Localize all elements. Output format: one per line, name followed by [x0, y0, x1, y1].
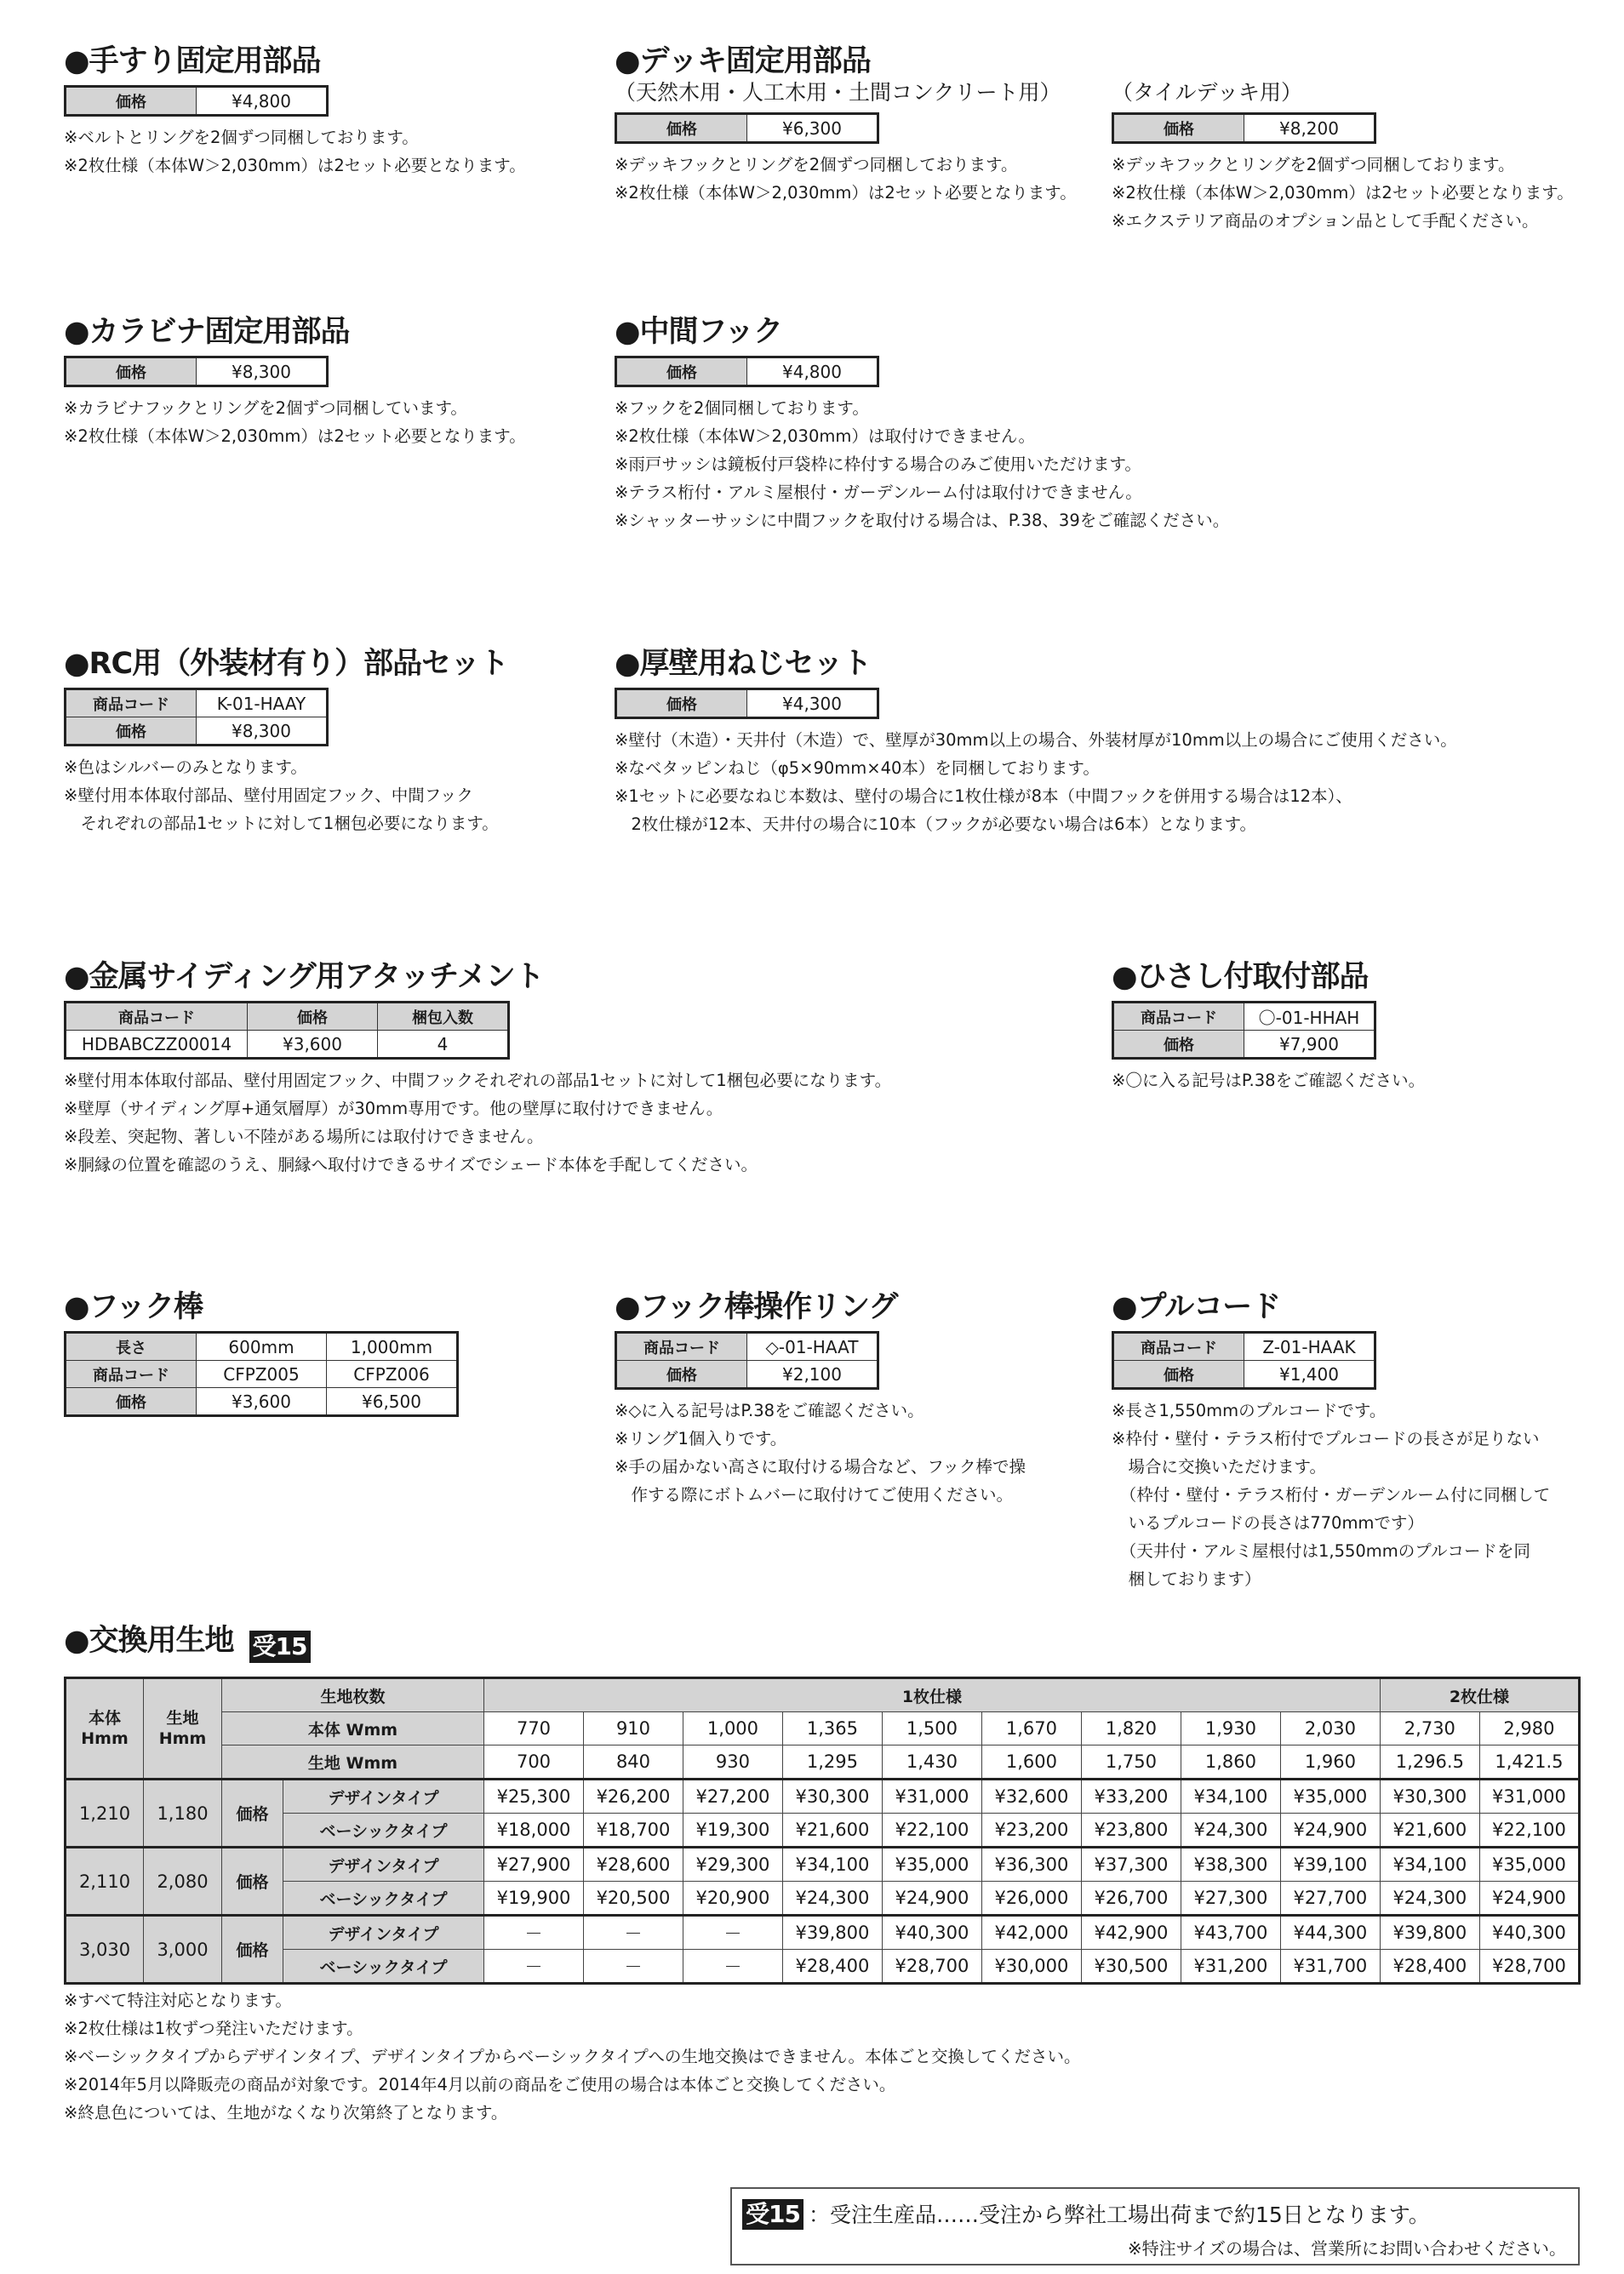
- price-cell: ¥26,700: [1081, 1882, 1181, 1916]
- note-line: ※フックを2個同梱しております。: [615, 398, 869, 418]
- price-cell: ¥31,200: [1181, 1950, 1280, 1984]
- price-label: 価格: [66, 717, 197, 746]
- price-cell: ¥29,300: [683, 1848, 782, 1882]
- note-line: ※長さ1,550mmのプルコードです。: [1112, 1401, 1387, 1420]
- length-value: 600mm: [197, 1333, 327, 1361]
- header-code: 商品コード: [66, 1003, 248, 1031]
- notes: [64, 123, 526, 180]
- section-title: ●厚壁用ねじセット: [615, 647, 872, 681]
- hook-ring-section: [615, 1288, 1026, 1509]
- note-line: ※段差、突起物、著しい不陸がある場所には取付けできません。: [64, 1127, 544, 1146]
- header-price: 価格: [248, 1003, 378, 1031]
- table-row: [66, 1780, 1580, 1814]
- price-cell: ¥22,100: [882, 1814, 981, 1848]
- price-cell: ¥27,900: [484, 1848, 584, 1882]
- price-table: [615, 112, 879, 144]
- notes: [64, 753, 508, 837]
- price-cell: ¥18,000: [484, 1814, 584, 1848]
- price-cell: ¥44,300: [1280, 1916, 1380, 1950]
- note-line: ※エクステリア商品のオプション品として手配ください。: [1112, 211, 1539, 231]
- thick-wall-section: [615, 645, 1457, 838]
- design-type-label: デザインタイプ: [283, 1848, 484, 1882]
- section-subtitle: （天然木用・人工木用・土間コンクリート用）: [615, 80, 1061, 105]
- note-line: ※2014年5月以降販売の商品が対象です。2014年4月以前の商品をご使用の場合は本体ごと交換してください。: [64, 2075, 896, 2094]
- price-table: [1112, 112, 1376, 144]
- note-line: ※壁付用本体取付部品、壁付用固定フック、中間フックそれぞれの部品1セットに対して1梱包必要になります。: [64, 1071, 892, 1090]
- note-line: ※雨戸サッシは鏡板付戸袋枠に枠付する場合のみご使用いただけます。: [615, 454, 1141, 474]
- price-value: ¥4,800: [197, 87, 328, 116]
- notes: [64, 1066, 891, 1179]
- note-line: ※テラス桁付・アルミ屋根付・ガーデンルーム付は取付けできません。: [615, 483, 1142, 502]
- price-table: [615, 688, 879, 719]
- note-line: （天井付・アルミ屋根付は1,550mmのプルコードを同: [1112, 1541, 1531, 1561]
- price-cell: ¥42,900: [1081, 1916, 1181, 1950]
- double-label: 2枚仕様: [1380, 1678, 1579, 1712]
- table-row: [66, 1848, 1580, 1882]
- note-line: ※デッキフックとリングを2個ずつ同梱しております。: [1112, 155, 1515, 174]
- carabiner-section: [64, 313, 526, 450]
- notes: [615, 151, 1077, 207]
- quantity-value: 4: [378, 1031, 509, 1059]
- price-cell: ¥24,900: [1479, 1882, 1579, 1916]
- notes: [1112, 151, 1574, 235]
- price-label: 価格: [66, 357, 197, 386]
- price-table: [64, 85, 329, 117]
- price-cell: －: [584, 1950, 683, 1984]
- note-line: ※ベルトとリングを2個ずつ同梱しております。: [64, 128, 419, 147]
- price-cell: ¥27,200: [683, 1780, 782, 1814]
- note-line: ※2枚仕様は1枚ずつ発注いただけます。: [64, 2019, 363, 2038]
- spec-table: [64, 1001, 510, 1060]
- body-w-cell: 2,980: [1479, 1712, 1579, 1745]
- price-cell: ¥36,300: [981, 1848, 1081, 1882]
- note-line: ※色はシルバーのみとなります。: [64, 757, 307, 777]
- price-cell: ¥27,700: [1280, 1882, 1380, 1916]
- body-w-cell: 1,930: [1181, 1712, 1280, 1745]
- price-value: ¥8,300: [197, 357, 328, 386]
- price-cell: ¥28,700: [1479, 1950, 1579, 1984]
- note-line: ※ベーシックタイプからデザインタイプ、デザインタイプからベーシックタイプへの生地交換はできません。本体ごと交換してください。: [64, 2047, 1081, 2066]
- note-line: ※壁付用本体取付部品、壁付用固定フック、中間フック: [64, 786, 473, 805]
- table-row: [66, 1814, 1580, 1848]
- price-cell: ¥34,100: [782, 1848, 882, 1882]
- price-cell: ¥24,300: [782, 1882, 882, 1916]
- price-cell: ¥24,300: [1380, 1882, 1479, 1916]
- spec-table: [1112, 1331, 1376, 1390]
- fabric-w-cell: 1,600: [981, 1745, 1081, 1780]
- price-cell: ¥35,000: [1479, 1848, 1579, 1882]
- price-cell: ¥28,600: [584, 1848, 683, 1882]
- spec-table: [64, 688, 329, 746]
- fabric-section-header: [64, 1622, 311, 1663]
- price-cell: ¥35,000: [1280, 1780, 1380, 1814]
- price-cell: ¥30,300: [782, 1780, 882, 1814]
- price-value: ¥8,300: [197, 717, 328, 746]
- price-table: [615, 356, 879, 387]
- body-w-cell: 1,365: [782, 1712, 882, 1745]
- note-line: ※2枚仕様（本体W＞2,030mm）は取付けできません。: [615, 426, 1036, 446]
- table-row: [66, 1916, 1580, 1950]
- price-cell: ¥20,500: [584, 1882, 683, 1916]
- code-value: ◇-01-HAAT: [747, 1333, 878, 1361]
- note-line: ※2枚仕様（本体W＞2,030mm）は2セット必要となります。: [64, 426, 526, 446]
- spec-table: [615, 1331, 879, 1390]
- fabric-w-cell: 1,430: [882, 1745, 981, 1780]
- made-to-order-badge: 受15: [742, 2199, 803, 2230]
- fabric-w-cell: 1,860: [1181, 1745, 1280, 1780]
- price-cell: ¥39,800: [1380, 1916, 1479, 1950]
- price-cell: ¥31,700: [1280, 1950, 1380, 1984]
- price-cell: ¥37,300: [1081, 1848, 1181, 1882]
- tile-deck-section: [1112, 80, 1574, 235]
- price-cell: ¥30,500: [1081, 1950, 1181, 1984]
- price-cell: ¥28,400: [782, 1950, 882, 1984]
- note-line: ※2枚仕様（本体W＞2,030mm）は2セット必要となります。: [615, 183, 1077, 203]
- fabric-h-cell: 2,080: [144, 1848, 222, 1916]
- price-cell: －: [683, 1950, 782, 1984]
- price-cell: ¥21,600: [782, 1814, 882, 1848]
- body-h-cell: 2,110: [66, 1848, 144, 1916]
- price-label-cell: 価格: [222, 1916, 283, 1984]
- price-label: 価格: [616, 1361, 747, 1389]
- note-line: ※シャッターサッシに中間フックを取付ける場合は、P.38、39をご確認ください。: [615, 511, 1230, 530]
- price-label-cell: 価格: [222, 1848, 283, 1916]
- body-h-cell: 3,030: [66, 1916, 144, 1984]
- section-title: ●フック棒操作リング: [615, 1290, 898, 1324]
- code-value: CFPZ005: [197, 1361, 327, 1388]
- price-label: 価格: [1113, 114, 1244, 143]
- price-cell: ¥24,900: [1280, 1814, 1380, 1848]
- notes: [64, 1986, 1081, 2127]
- metal-siding-section: [64, 958, 891, 1179]
- price-label: 価格: [616, 114, 747, 143]
- price-value: ¥6,300: [747, 114, 878, 143]
- section-title: ●プルコード: [1112, 1290, 1281, 1324]
- section-title: ●デッキ固定用部品: [615, 44, 871, 78]
- fabric-h-cell: 1,180: [144, 1780, 222, 1848]
- handrail-section: [64, 43, 526, 180]
- body-w-cell: 1,500: [882, 1712, 981, 1745]
- price-cell: ¥38,300: [1181, 1848, 1280, 1882]
- note-line: ※◇に入る記号はP.38をご確認ください。: [615, 1401, 924, 1420]
- price-cell: ¥19,300: [683, 1814, 782, 1848]
- note-line: ※2枚仕様（本体W＞2,030mm）は2セット必要となります。: [1112, 183, 1574, 203]
- fabric-w-cell: 700: [484, 1745, 584, 1780]
- price-cell: ¥26,200: [584, 1780, 683, 1814]
- code-label: 商品コード: [1113, 1333, 1244, 1361]
- fabric-w-cell: 1,750: [1081, 1745, 1181, 1780]
- col-fabric-h: 生地 Hmm: [144, 1678, 222, 1780]
- made-to-order-badge: 受15: [249, 1631, 311, 1663]
- price-cell: ¥24,300: [1181, 1814, 1280, 1848]
- price-cell: ¥31,000: [1479, 1780, 1579, 1814]
- note-line: ※壁付（木造）・天井付（木造）で、壁厚が30mm以上の場合、外装材厚が10mm以上の場合にご使用ください。: [615, 730, 1457, 750]
- section-title: ●カラビナ固定用部品: [64, 315, 350, 349]
- code-label: 商品コード: [1113, 1003, 1244, 1031]
- section-title: ●金属サイディング用アタッチメント: [64, 960, 544, 994]
- section-title: ●手すり固定用部品: [64, 44, 321, 78]
- price-cell: ¥43,700: [1181, 1916, 1280, 1950]
- body-w-cell: 1,820: [1081, 1712, 1181, 1745]
- price-cell: ¥34,100: [1181, 1780, 1280, 1814]
- notes: [615, 394, 1229, 534]
- note-line: ※終息色については、生地がなくなり次第終了となります。: [64, 2103, 508, 2123]
- price-cell: ¥30,300: [1380, 1780, 1479, 1814]
- fabric-w-cell: 930: [683, 1745, 782, 1780]
- code-label: 商品コード: [66, 1361, 197, 1388]
- price-cell: ¥30,000: [981, 1950, 1081, 1984]
- body-w-cell: 910: [584, 1712, 683, 1745]
- note-line: ※カラビナフックとリングを2個ずつ同梱しています。: [64, 398, 467, 418]
- fabric-price-table: [64, 1677, 1581, 1985]
- spec-table: [1112, 1001, 1376, 1060]
- legend-line-2: ※特注サイズの場合は、営業所にお問い合わせください。: [1127, 2238, 1566, 2259]
- price-cell: ¥34,100: [1380, 1848, 1479, 1882]
- note-line: ※枠付・壁付・テラス桁付でプルコードの長さが足りない: [1112, 1429, 1540, 1448]
- col-body-h: 本体 Hmm: [66, 1678, 144, 1780]
- code-label: 商品コード: [66, 689, 197, 717]
- price-cell: －: [484, 1916, 584, 1950]
- single-label: 1枚仕様: [484, 1678, 1381, 1712]
- note-line: 作する際にボトムバーに取付けてご使用ください。: [615, 1485, 1014, 1505]
- spec-table: [64, 1331, 459, 1417]
- note-line: ※手の届かない高さに取付ける場合など、フック棒で操: [615, 1457, 1026, 1477]
- body-w-cell: 770: [484, 1712, 584, 1745]
- basic-type-label: ベーシックタイプ: [283, 1882, 484, 1916]
- pull-cord-section: [1112, 1288, 1550, 1593]
- note-line: 2枚仕様が12本、天井付の場合に10本（フックが必要ない場合は6本）となります。: [615, 814, 1257, 834]
- price-cell: ¥27,300: [1181, 1882, 1280, 1916]
- notes: [615, 1397, 1026, 1509]
- fabric-h-cell: 3,000: [144, 1916, 222, 1984]
- code-value: HDBABCZZ00014: [66, 1031, 248, 1059]
- code-label: 商品コード: [616, 1333, 747, 1361]
- fabric-w-label: 生地 Wmm: [222, 1745, 484, 1780]
- body-h-cell: 1,210: [66, 1780, 144, 1848]
- section-title: ●RC用（外装材有り）部品セット: [64, 647, 509, 681]
- body-w-label: 本体 Wmm: [222, 1712, 484, 1745]
- price-cell: ¥35,000: [882, 1848, 981, 1882]
- note-line: ※胴縁の位置を確認のうえ、胴縁へ取付けできるサイズでシェード本体を手配してください。: [64, 1155, 758, 1174]
- notes: [64, 394, 526, 450]
- header-quantity: 梱包入数: [378, 1003, 509, 1031]
- fabric-w-cell: 1,421.5: [1479, 1745, 1579, 1780]
- price-cell: －: [484, 1950, 584, 1984]
- section-title: ●フック棒: [64, 1290, 203, 1324]
- price-value: ¥8,200: [1244, 114, 1375, 143]
- note-line: ※〇に入る記号はP.38をご確認ください。: [1112, 1071, 1426, 1090]
- count-label: 生地枚数: [222, 1678, 484, 1712]
- price-cell: ¥33,200: [1081, 1780, 1181, 1814]
- price-cell: ¥20,900: [683, 1882, 782, 1916]
- price-label: 価格: [1113, 1361, 1244, 1389]
- length-label: 長さ: [66, 1333, 197, 1361]
- note-line: ※リング1個入りです。: [615, 1429, 787, 1448]
- price-cell: ¥40,300: [1479, 1916, 1579, 1950]
- body-w-cell: 2,730: [1380, 1712, 1479, 1745]
- basic-type-label: ベーシックタイプ: [283, 1814, 484, 1848]
- price-cell: ¥39,800: [782, 1916, 882, 1950]
- price-cell: ¥23,800: [1081, 1814, 1181, 1848]
- price-cell: －: [584, 1916, 683, 1950]
- legend-text: ：受注生産品……受注から弊社工場出荷まで約15日となります。: [808, 2203, 1430, 2227]
- price-cell: ¥28,700: [882, 1950, 981, 1984]
- note-line: それぞれの部品1セットに対して1梱包必要になります。: [64, 814, 499, 833]
- fabric-w-cell: 1,295: [782, 1745, 882, 1780]
- fabric-notes-block: [64, 1986, 1081, 2127]
- notes: [1112, 1397, 1550, 1593]
- note-line: ※2枚仕様（本体W＞2,030mm）は2セット必要となります。: [64, 156, 526, 175]
- middle-hook-section: [615, 313, 1229, 534]
- code-value: K-01-HAAY: [197, 689, 328, 717]
- price-cell: ¥28,400: [1380, 1950, 1479, 1984]
- deck-section: [615, 43, 1077, 207]
- price-cell: ¥32,600: [981, 1780, 1081, 1814]
- body-w-cell: 2,030: [1280, 1712, 1380, 1745]
- price-value: ¥4,300: [747, 689, 878, 718]
- price-cell: ¥21,600: [1380, 1814, 1479, 1848]
- price-value: ¥6,500: [327, 1388, 458, 1416]
- price-value: ¥4,800: [747, 357, 878, 386]
- price-value: ¥3,600: [248, 1031, 378, 1059]
- code-value: 〇-01-HHAH: [1244, 1003, 1375, 1031]
- section-subtitle: （タイルデッキ用）: [1112, 80, 1303, 105]
- price-label: 価格: [1113, 1031, 1244, 1059]
- code-value: CFPZ006: [327, 1361, 458, 1388]
- note-line: ※デッキフックとリングを2個ずつ同梱しております。: [615, 155, 1018, 174]
- price-label: 価格: [616, 689, 747, 718]
- rc-section: [64, 645, 508, 837]
- price-cell: ¥25,300: [484, 1780, 584, 1814]
- note-line: ※壁厚（サイディング厚+通気層厚）が30mm専用です。他の壁厚に取付けできません。: [64, 1099, 723, 1118]
- table-row: [66, 1882, 1580, 1916]
- price-cell: ¥39,100: [1280, 1848, 1380, 1882]
- fabric-w-cell: 1,960: [1280, 1745, 1380, 1780]
- design-type-label: デザインタイプ: [283, 1916, 484, 1950]
- legend-line-1: [742, 2199, 1430, 2231]
- fabric-w-cell: 840: [584, 1745, 683, 1780]
- note-line: ※すべて特注対応となります。: [64, 1991, 292, 2010]
- table-row: [66, 1950, 1580, 1984]
- price-value: ¥2,100: [747, 1361, 878, 1389]
- design-type-label: デザインタイプ: [283, 1780, 484, 1814]
- code-value: Z-01-HAAK: [1244, 1333, 1375, 1361]
- hisashi-section: [1112, 958, 1425, 1094]
- note-line: いるプルコードの長さは770mmです）: [1112, 1513, 1424, 1533]
- note-line: 場合に交換いただけます。: [1112, 1457, 1326, 1477]
- notes: [615, 726, 1457, 838]
- price-label: 価格: [66, 87, 197, 116]
- note-line: （枠付・壁付・テラス桁付・ガーデンルーム付に同梱して: [1112, 1485, 1551, 1505]
- price-value: ¥1,400: [1244, 1361, 1375, 1389]
- price-cell: ¥42,000: [981, 1916, 1081, 1950]
- section-title: ●ひさし付取付部品: [1112, 960, 1369, 994]
- price-table: [64, 356, 329, 387]
- note-line: 梱しております）: [1112, 1569, 1261, 1589]
- price-label: 価格: [66, 1388, 197, 1416]
- body-w-cell: 1,000: [683, 1712, 782, 1745]
- price-cell: －: [683, 1916, 782, 1950]
- price-cell: ¥19,900: [484, 1882, 584, 1916]
- price-value: ¥3,600: [197, 1388, 327, 1416]
- price-cell: ¥40,300: [882, 1916, 981, 1950]
- body-w-cell: 1,670: [981, 1712, 1081, 1745]
- fabric-w-cell: 1,296.5: [1380, 1745, 1479, 1780]
- price-cell: ¥26,000: [981, 1882, 1081, 1916]
- section-title: ●交換用生地: [64, 1624, 234, 1658]
- price-cell: ¥23,200: [981, 1814, 1081, 1848]
- price-cell: ¥31,000: [882, 1780, 981, 1814]
- price-label-cell: 価格: [222, 1780, 283, 1848]
- price-cell: ¥18,700: [584, 1814, 683, 1848]
- legend-box: [730, 2187, 1580, 2265]
- price-label: 価格: [616, 357, 747, 386]
- price-cell: ¥22,100: [1479, 1814, 1579, 1848]
- price-cell: ¥24,900: [882, 1882, 981, 1916]
- note-line: ※なベタッピンねじ（φ5×90mm×40本）を同梱しております。: [615, 758, 1100, 778]
- notes: [1112, 1066, 1425, 1094]
- price-value: ¥7,900: [1244, 1031, 1375, 1059]
- length-value: 1,000mm: [327, 1333, 458, 1361]
- hook-rod-section: [64, 1288, 459, 1417]
- basic-type-label: ベーシックタイプ: [283, 1950, 484, 1984]
- note-line: ※1セットに必要なねじ本数は、壁付の場合に1枚仕様が8本（中間フックを併用する場合は12本）、: [615, 786, 1352, 806]
- section-title: ●中間フック: [615, 315, 783, 349]
